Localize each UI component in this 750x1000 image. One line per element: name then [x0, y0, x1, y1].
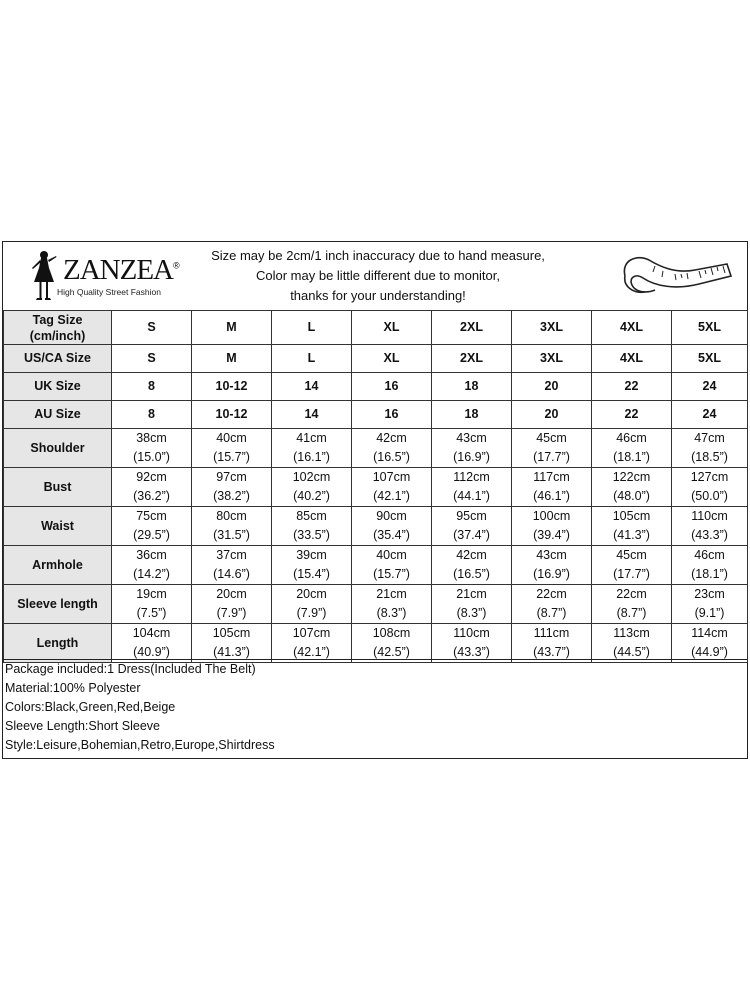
inch-value: (43.3”) — [453, 645, 490, 659]
product-details — [3, 659, 747, 759]
size-cell — [352, 585, 432, 624]
note-line: Size may be 2cm/1 inch inaccuracy due to hand measure, — [211, 248, 545, 263]
size-cell — [112, 507, 192, 546]
cm-value: 39cm — [296, 548, 327, 562]
size-cell — [432, 468, 512, 507]
note-line: Color may be little different due to monitor, — [256, 268, 500, 283]
size-cell — [352, 624, 432, 663]
inch-value: (18.5”) — [691, 450, 728, 464]
inch-value: (42.1”) — [293, 645, 330, 659]
size-cell — [432, 507, 512, 546]
inch-value: (43.7”) — [533, 645, 570, 659]
size-cell — [512, 585, 592, 624]
size-cell — [592, 429, 672, 468]
size-cell — [672, 429, 748, 468]
size-cell: 2XL — [432, 345, 512, 373]
inch-value: (16.1”) — [293, 450, 330, 464]
size-cell: 4XL — [592, 345, 672, 373]
cm-value: 102cm — [292, 470, 331, 484]
size-cell — [112, 624, 192, 663]
inch-value: (50.0”) — [691, 489, 728, 503]
row-header: US/CA Size — [4, 345, 112, 373]
table-row — [4, 401, 748, 429]
inch-value: (8.3”) — [376, 606, 407, 620]
size-cell — [192, 585, 272, 624]
table-row — [4, 624, 748, 663]
cm-value: 22cm — [616, 587, 647, 601]
size-cell: 5XL — [672, 345, 748, 373]
size-cell: 8 — [112, 401, 192, 429]
cm-value: 42cm — [376, 431, 407, 445]
inch-value: (29.5”) — [133, 528, 170, 542]
size-cell — [352, 546, 432, 585]
inch-value: (48.0”) — [613, 489, 650, 503]
size-cell — [192, 468, 272, 507]
cm-value: 107cm — [372, 470, 411, 484]
note-line: thanks for your understanding! — [290, 288, 466, 303]
inch-value: (40.9”) — [133, 645, 170, 659]
size-cell — [592, 507, 672, 546]
size-cell: 4XL — [592, 311, 672, 345]
detail-line: Material:100% Polyester — [5, 681, 141, 695]
size-cell: 18 — [432, 401, 512, 429]
size-cell — [352, 468, 432, 507]
size-cell — [352, 507, 432, 546]
cm-value: 46cm — [694, 548, 725, 562]
cm-value: 23cm — [694, 587, 725, 601]
size-cell: 8 — [112, 373, 192, 401]
inch-value: (38.2”) — [213, 489, 250, 503]
size-cell: 10-12 — [192, 401, 272, 429]
cm-value: 22cm — [536, 587, 567, 601]
size-cell: S — [112, 345, 192, 373]
table-row — [4, 429, 748, 468]
table-row — [4, 311, 748, 345]
size-cell — [512, 468, 592, 507]
size-cell — [512, 507, 592, 546]
inch-value: (42.5”) — [373, 645, 410, 659]
brand-name: ZANZEA® — [63, 254, 179, 286]
size-cell — [672, 624, 748, 663]
inch-value: (15.4”) — [293, 567, 330, 581]
cm-value: 43cm — [536, 548, 567, 562]
inch-value: (18.1”) — [691, 567, 728, 581]
cm-value: 114cm — [691, 626, 728, 640]
size-cell — [512, 429, 592, 468]
size-cell — [112, 429, 192, 468]
inch-value: (43.3”) — [691, 528, 728, 542]
cm-value: 45cm — [616, 548, 647, 562]
size-cell — [512, 546, 592, 585]
inch-value: (36.2”) — [133, 489, 170, 503]
size-cell — [672, 585, 748, 624]
size-cell — [592, 468, 672, 507]
inch-value: (14.6”) — [213, 567, 250, 581]
cm-value: 21cm — [456, 587, 487, 601]
size-cell: L — [272, 311, 352, 345]
table-row — [4, 585, 748, 624]
cm-value: 104cm — [132, 626, 171, 640]
cm-value: 37cm — [216, 548, 247, 562]
inch-value: (16.9”) — [533, 567, 570, 581]
inch-value: (16.9”) — [453, 450, 490, 464]
brand-tagline: High Quality Street Fashion — [57, 287, 161, 297]
size-cell — [272, 546, 352, 585]
size-cell — [672, 468, 748, 507]
inch-value: (31.5”) — [213, 528, 250, 542]
row-header: Bust — [4, 468, 112, 507]
detail-line: Colors:Black,Green,Red,Beige — [5, 700, 176, 714]
cm-value: 42cm — [456, 548, 487, 562]
size-cell: 20 — [512, 401, 592, 429]
cm-value: 100cm — [532, 509, 571, 523]
size-cell — [592, 624, 672, 663]
size-cell — [432, 429, 512, 468]
size-cell — [272, 507, 352, 546]
size-cell: 5XL — [672, 311, 748, 345]
table-row — [4, 546, 748, 585]
table-row — [4, 507, 748, 546]
cm-value: 47cm — [694, 431, 725, 445]
size-cell: 3XL — [512, 345, 592, 373]
size-cell: 16 — [352, 401, 432, 429]
cm-value: 111cm — [533, 626, 570, 640]
size-table — [3, 310, 748, 663]
inch-value: (7.5”) — [136, 606, 167, 620]
size-cell — [112, 468, 192, 507]
inch-value: (46.1”) — [533, 489, 570, 503]
size-cell — [432, 624, 512, 663]
measuring-tape-icon — [615, 246, 735, 306]
inch-value: (7.9”) — [216, 606, 247, 620]
size-cell — [432, 546, 512, 585]
cm-value: 46cm — [616, 431, 647, 445]
inch-value: (15.7”) — [373, 567, 410, 581]
cm-value: 40cm — [216, 431, 247, 445]
inch-value: (35.4”) — [373, 528, 410, 542]
inch-value: (16.5”) — [373, 450, 410, 464]
size-cell: 22 — [592, 401, 672, 429]
inch-value: (41.3”) — [613, 528, 650, 542]
cm-value: 92cm — [136, 470, 167, 484]
cm-value: 108cm — [372, 626, 411, 640]
inch-value: (41.3”) — [213, 645, 250, 659]
size-cell — [272, 468, 352, 507]
cm-value: 80cm — [216, 509, 247, 523]
cm-value: 20cm — [296, 587, 327, 601]
woman-silhouette-icon — [27, 248, 61, 304]
row-header: UK Size — [4, 373, 112, 401]
size-cell: S — [112, 311, 192, 345]
size-cell: 16 — [352, 373, 432, 401]
inch-value: (44.1”) — [453, 489, 490, 503]
detail-line: Style:Leisure,Bohemian,Retro,Europe,Shirtdress — [5, 738, 275, 752]
inch-value: (33.5”) — [293, 528, 330, 542]
size-cell — [112, 585, 192, 624]
size-cell — [112, 546, 192, 585]
size-cell — [672, 507, 748, 546]
size-cell — [272, 624, 352, 663]
table-row — [4, 468, 748, 507]
size-cell: M — [192, 311, 272, 345]
size-cell — [192, 507, 272, 546]
row-header: Length — [4, 624, 112, 663]
cm-value: 122cm — [612, 470, 651, 484]
cm-value: 117cm — [533, 470, 570, 484]
table-row — [4, 345, 748, 373]
inch-value: (8.7”) — [616, 606, 647, 620]
row-header-line: Tag Size — [32, 312, 83, 327]
cm-value: 127cm — [690, 470, 729, 484]
cm-value: 75cm — [136, 509, 167, 523]
inch-value: (7.9”) — [296, 606, 327, 620]
size-cell: XL — [352, 311, 432, 345]
inch-value: (8.3”) — [456, 606, 487, 620]
cm-value: 113cm — [613, 626, 650, 640]
size-cell: 2XL — [432, 311, 512, 345]
size-cell: 20 — [512, 373, 592, 401]
cm-value: 43cm — [456, 431, 487, 445]
row-header: AU Size — [4, 401, 112, 429]
chart-header — [3, 242, 747, 311]
inch-value: (39.4”) — [533, 528, 570, 542]
row-header: Sleeve length — [4, 585, 112, 624]
table-row — [4, 373, 748, 401]
inch-value: (40.2”) — [293, 489, 330, 503]
size-cell — [432, 585, 512, 624]
cm-value: 112cm — [453, 470, 490, 484]
inch-value: (18.1”) — [613, 450, 650, 464]
size-cell: M — [192, 345, 272, 373]
row-header: Waist — [4, 507, 112, 546]
inch-value: (37.4”) — [453, 528, 490, 542]
cm-value: 40cm — [376, 548, 407, 562]
inch-value: (17.7”) — [533, 450, 570, 464]
row-header — [4, 311, 112, 345]
size-cell: XL — [352, 345, 432, 373]
detail-line: Sleeve Length:Short Sleeve — [5, 719, 160, 733]
size-cell — [272, 585, 352, 624]
size-cell — [272, 429, 352, 468]
cm-value: 107cm — [292, 626, 331, 640]
size-cell: 22 — [592, 373, 672, 401]
size-cell: 24 — [672, 373, 748, 401]
inch-value: (8.7”) — [536, 606, 567, 620]
cm-value: 97cm — [216, 470, 247, 484]
cm-value: 36cm — [136, 548, 167, 562]
cm-value: 41cm — [296, 431, 327, 445]
size-cell: L — [272, 345, 352, 373]
size-cell — [592, 546, 672, 585]
size-cell — [592, 585, 672, 624]
inch-value: (14.2”) — [133, 567, 170, 581]
size-cell: 18 — [432, 373, 512, 401]
inch-value: (42.1”) — [373, 489, 410, 503]
size-cell: 14 — [272, 373, 352, 401]
cm-value: 85cm — [296, 509, 327, 523]
cm-value: 90cm — [376, 509, 407, 523]
cm-value: 110cm — [691, 509, 728, 523]
inch-value: (9.1”) — [694, 606, 725, 620]
size-cell — [192, 546, 272, 585]
cm-value: 21cm — [376, 587, 407, 601]
cm-value: 105cm — [612, 509, 651, 523]
cm-value: 20cm — [216, 587, 247, 601]
cm-value: 95cm — [456, 509, 487, 523]
cm-value: 19cm — [136, 587, 167, 601]
size-cell — [512, 624, 592, 663]
size-cell: 10-12 — [192, 373, 272, 401]
size-cell: 3XL — [512, 311, 592, 345]
row-header: Armhole — [4, 546, 112, 585]
size-cell — [192, 624, 272, 663]
size-cell: 24 — [672, 401, 748, 429]
size-cell — [672, 546, 748, 585]
row-header: Shoulder — [4, 429, 112, 468]
inch-value: (44.9”) — [691, 645, 728, 659]
inch-value: (16.5”) — [453, 567, 490, 581]
inch-value: (44.5”) — [613, 645, 650, 659]
measurement-notes — [193, 246, 563, 306]
cm-value: 38cm — [136, 431, 167, 445]
inch-value: (15.0”) — [133, 450, 170, 464]
cm-value: 105cm — [212, 626, 251, 640]
detail-line: Package included:1 Dress(Included The Belt) — [5, 662, 256, 676]
inch-value: (15.7”) — [213, 450, 250, 464]
brand-logo — [27, 248, 187, 304]
cm-value: 45cm — [536, 431, 567, 445]
row-header-line: (cm/inch) — [29, 328, 86, 343]
cm-value: 110cm — [453, 626, 490, 640]
inch-value: (17.7”) — [613, 567, 650, 581]
size-chart — [2, 241, 748, 759]
size-cell: 14 — [272, 401, 352, 429]
size-cell — [192, 429, 272, 468]
size-cell — [352, 429, 432, 468]
